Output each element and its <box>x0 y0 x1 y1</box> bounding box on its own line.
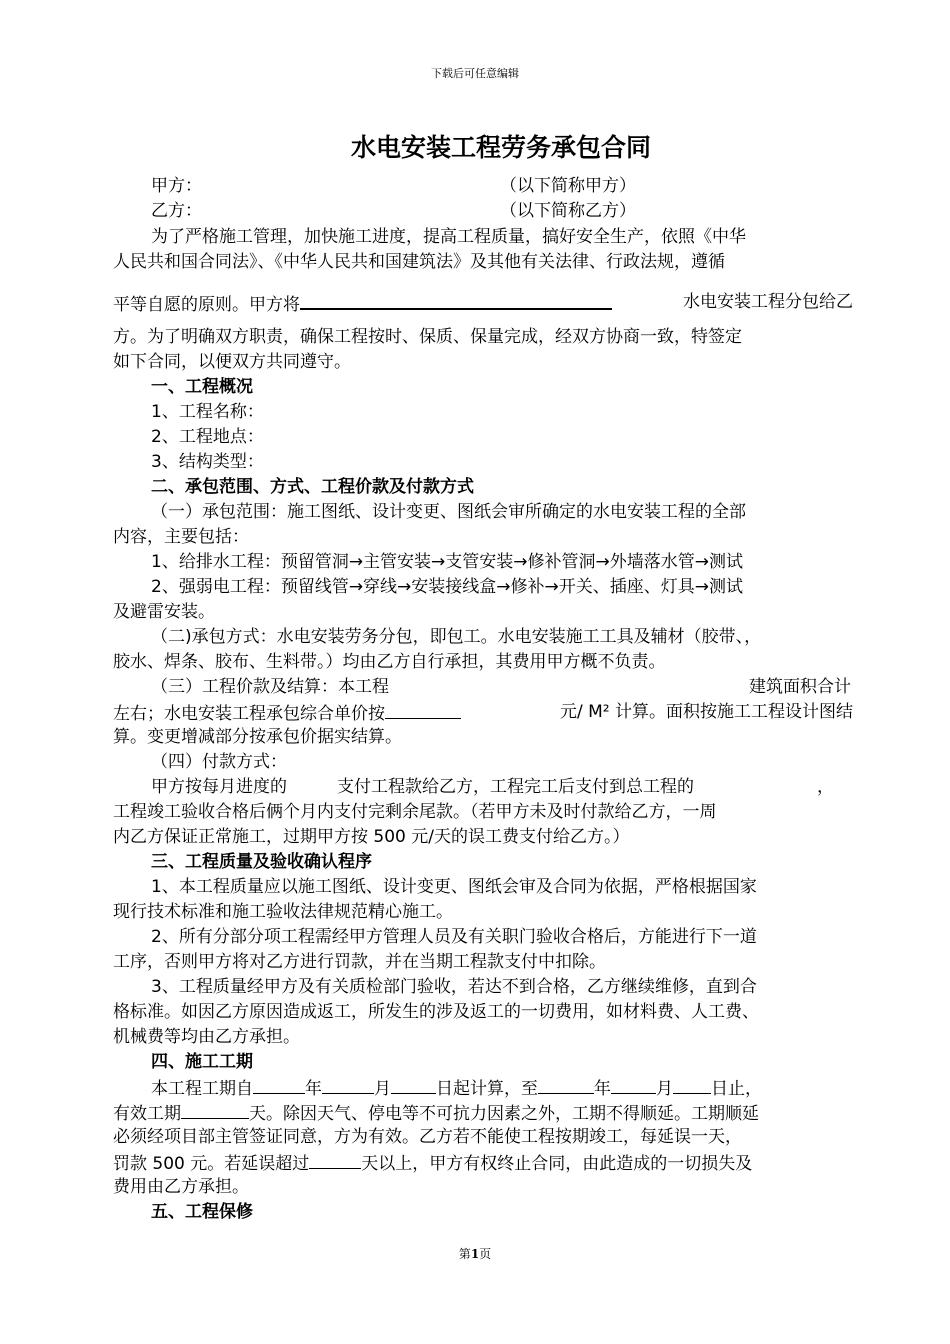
delay-days-blank <box>309 1150 361 1169</box>
end-year-label: 年 <box>594 1079 611 1099</box>
payment-heading: （四）付款方式： <box>151 752 287 772</box>
quality-3b: 格标准。如因乙方原因造成返工，所发生的涉及返工的一切费用，如材料费、人工费、 <box>113 1002 759 1022</box>
party-b-label: 乙方： <box>151 201 202 221</box>
section-4-heading: 四、施工工期 <box>151 1052 253 1072</box>
quality-3c: 机械费等均由乙方承担。 <box>113 1027 300 1047</box>
page-prefix: 第 <box>458 1247 471 1261</box>
end-year-blank <box>538 1075 594 1094</box>
intro-line-2: 人民共和国合同法》、《中华人民共和国建筑法》及其他有关法律、行政法规，遵循 <box>113 252 725 272</box>
start-year-blank <box>253 1075 305 1094</box>
scope-item-1: 1、给排水工程：预留管洞→主管安装→支管安装→修补管洞→外墙落水管→测试 <box>151 552 744 572</box>
unit-price-blank <box>385 700 461 719</box>
payment-line-2: 工程竣工验收合格后俩个月内支付完剩余尾款。（若甲方未及时付款给乙方，一周 <box>113 802 717 822</box>
term-line-3: 必须经项目部主管签证同意，方为有效。乙方若不能使工程按期竣工，每延误一天， <box>113 1127 742 1147</box>
start-month-blank <box>322 1075 374 1094</box>
party-b-abbr: （以下简称乙方） <box>500 201 636 221</box>
term-line-4 <box>113 1150 853 1175</box>
scope-line-1: （一）承包范围：施工图纸、设计变更、图纸会审所确定的水电安装工程的全部 <box>151 502 746 522</box>
price-line-2-end: 元/ M² 计算。面积按施工工程设计图结 <box>559 702 853 722</box>
duration-label: 有效工期 <box>113 1104 181 1124</box>
intro-line-3 <box>113 290 853 315</box>
section-3-heading: 三、工程质量及验收确认程序 <box>151 852 372 872</box>
party-b-line <box>151 199 851 224</box>
quality-3a: 3、工程质量经甲方及有关质检部门验收，若达不到合格，乙方继续维修，直到合 <box>151 977 757 997</box>
duration-blank <box>181 1100 249 1119</box>
page-suffix: 页 <box>479 1247 492 1261</box>
page-number: 1 <box>470 1247 480 1261</box>
term-line-1 <box>151 1075 851 1100</box>
payment-line-1-a: 甲方按每月进度的 <box>151 777 287 797</box>
term-line-2 <box>113 1100 853 1125</box>
party-a-label: 甲方： <box>151 176 202 196</box>
page-footer <box>0 1246 950 1262</box>
start-day-blank <box>391 1075 436 1094</box>
section-5-heading: 五、工程保修 <box>151 1202 253 1222</box>
quality-2a: 2、所有分部分项工程需经甲方管理人员及有关职门验收合格后，方能进行下一道 <box>151 927 757 947</box>
intro-line-1: 为了严格施工管理，加快施工进度，提高工程质量，搞好安全生产，依照《中华 <box>151 227 746 247</box>
payment-line-1 <box>151 775 851 800</box>
price-line-2-start: 左右；水电安装工程承包综合单价按 <box>113 704 385 724</box>
scope-line-2: 内容，主要包括： <box>113 527 249 547</box>
year-label: 年 <box>305 1079 322 1099</box>
mode-line-1: （二)承包方式：水电安装劳务分包，即包工。水电安装施工工具及辅材（胶带、， <box>151 627 762 647</box>
section-2-heading: 二、承包范围、方式、工程价款及付款方式 <box>151 477 474 497</box>
day-label: 日起计算，至 <box>436 1079 538 1099</box>
scope-item-2-cont: 及避雷安装。 <box>113 602 215 622</box>
intro-line-4: 方。为了明确双方职责，确保工程按时、保质、保量完成，经双方协商一致，特签定 <box>113 327 742 347</box>
party-a-abbr: （以下简称甲方） <box>500 176 636 196</box>
term-start-label: 本工程工期自 <box>151 1079 253 1099</box>
price-line-1-start: （三）工程价款及结算：本工程 <box>151 677 389 697</box>
penalty-text-cont: 天以上，甲方有权终止合同，由此造成的一切损失及 <box>361 1154 753 1174</box>
price-line-2 <box>113 700 853 725</box>
mode-line-2: 胶水、焊条、胶布、生料带。）均由乙方自行承担，其费用甲方概不负责。 <box>113 652 666 672</box>
price-line-1-end: 建筑面积合计 <box>749 677 851 697</box>
price-line-1 <box>151 675 851 700</box>
structure-type-field: 3、结构类型： <box>151 452 264 472</box>
end-month-blank <box>611 1075 656 1094</box>
intro-line-5: 如下合同，以便双方共同遵守。 <box>113 352 351 372</box>
payment-line-1-b: 支付工程款给乙方，工程完工后支付到总工程的 <box>337 777 694 797</box>
end-day-label: 日止， <box>711 1079 762 1099</box>
quality-2b: 工序，否则甲方将对乙方进行罚款，并在当期工程款支付中扣除。 <box>113 952 606 972</box>
project-name-field: 1、工程名称： <box>151 402 264 422</box>
project-name-blank <box>300 290 612 310</box>
header-note: 下载后可任意编辑 <box>431 67 519 80</box>
contract-title: 水电安装工程劳务承包合同 <box>350 133 651 162</box>
duration-text: 天。除因天气、停电等不可抗力因素之外，工期不得顺延。工期顺延 <box>249 1104 759 1124</box>
end-month-label: 月 <box>656 1079 673 1099</box>
quality-1b: 现行技术标准和施工验收法律规范精心施工。 <box>113 902 453 922</box>
price-line-3: 算。变更增减部分按承包价据实结算。 <box>113 727 402 747</box>
payment-line-3: 内乙方保证正常施工，过期甲方按 500 元/天的误工费支付给乙方。） <box>113 827 630 847</box>
project-location-field: 2、工程地点： <box>151 427 264 447</box>
party-a-line <box>151 174 851 199</box>
month-label: 月 <box>374 1079 391 1099</box>
intro-line-3-end: 水电安装工程分包给乙 <box>683 292 853 312</box>
section-1-heading: 一、工程概况 <box>151 377 253 397</box>
end-day-blank <box>673 1075 711 1094</box>
intro-line-3-start: 平等自愿的原则。甲方将 <box>113 295 300 315</box>
scope-item-2: 2、强弱电工程：预留线管→穿线→安装接线盒→修补→开关、插座、灯具→测试 <box>151 577 744 597</box>
quality-1a: 1、本工程质量应以施工图纸、设计变更、图纸会审及合同为依据，严格根据国家 <box>151 877 757 897</box>
term-line-5: 费用由乙方承担。 <box>113 1177 249 1197</box>
payment-line-1-c: ， <box>817 777 834 797</box>
penalty-text: 罚款 500 元。若延误超过 <box>113 1154 310 1174</box>
